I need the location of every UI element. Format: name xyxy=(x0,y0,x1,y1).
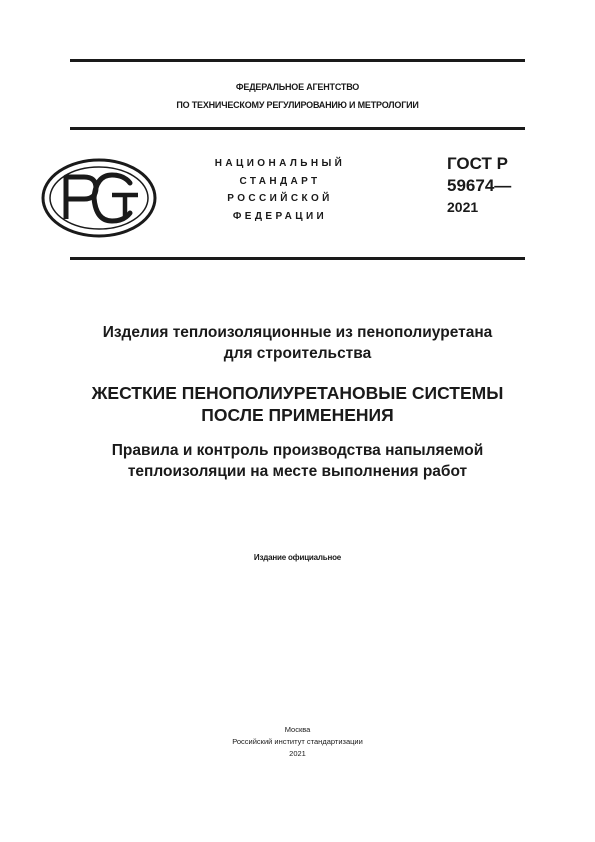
subtitle xyxy=(40,440,555,482)
designation-rule xyxy=(70,257,525,260)
standard-type-line-2: СТАНДАРТ xyxy=(239,175,321,187)
agency-line-1: ФЕДЕРАЛЬНОЕ АГЕНТСТВО xyxy=(235,82,360,92)
designation-prefix: ГОСТ Р xyxy=(447,154,508,173)
standard-type-line-4: ФЕДЕРАЦИИ xyxy=(232,210,328,222)
subtitle-line-1: Правила и контроль производства напыляемой xyxy=(111,442,484,459)
main-title-line-1: ЖЕСТКИЕ ПЕНОПОЛИУРЕТАНОВЫЕ СИСТЕМЫ xyxy=(91,383,504,403)
standard-type-line-1: НАЦИОНАЛЬНЫЙ xyxy=(214,158,346,169)
publisher-city: Москва xyxy=(284,725,311,734)
title-group xyxy=(40,322,555,364)
main-title-line-2: ПОСЛЕ ПРИМЕНЕНИЯ xyxy=(201,405,394,425)
subtitle-line-2: теплоизоляции на месте выполнения работ xyxy=(127,463,468,480)
title-line-2: для строительства xyxy=(223,345,372,362)
main-title xyxy=(40,382,555,426)
top-rule xyxy=(70,59,525,62)
designation-year: 2021 xyxy=(447,199,479,215)
rst-logo-icon xyxy=(40,157,160,239)
header-rule xyxy=(70,127,525,130)
publisher-institute: Российский институт стандартизации xyxy=(232,737,363,746)
agency-line-2: ПО ТЕХНИЧЕСКОМУ РЕГУЛИРОВАНИЮ И МЕТРОЛОГИИ xyxy=(176,100,419,110)
title-line-1: Изделия теплоизоляционные из пенополиуретана xyxy=(102,324,493,341)
publisher-year: 2021 xyxy=(289,749,306,758)
standard-type-line-3: РОССИЙСКОЙ xyxy=(227,193,333,204)
standard-type xyxy=(200,155,360,225)
edition-label: Издание официальное xyxy=(253,553,342,562)
designation xyxy=(447,153,511,217)
designation-number-text: 59674— xyxy=(447,176,512,195)
designation-number xyxy=(447,175,511,197)
